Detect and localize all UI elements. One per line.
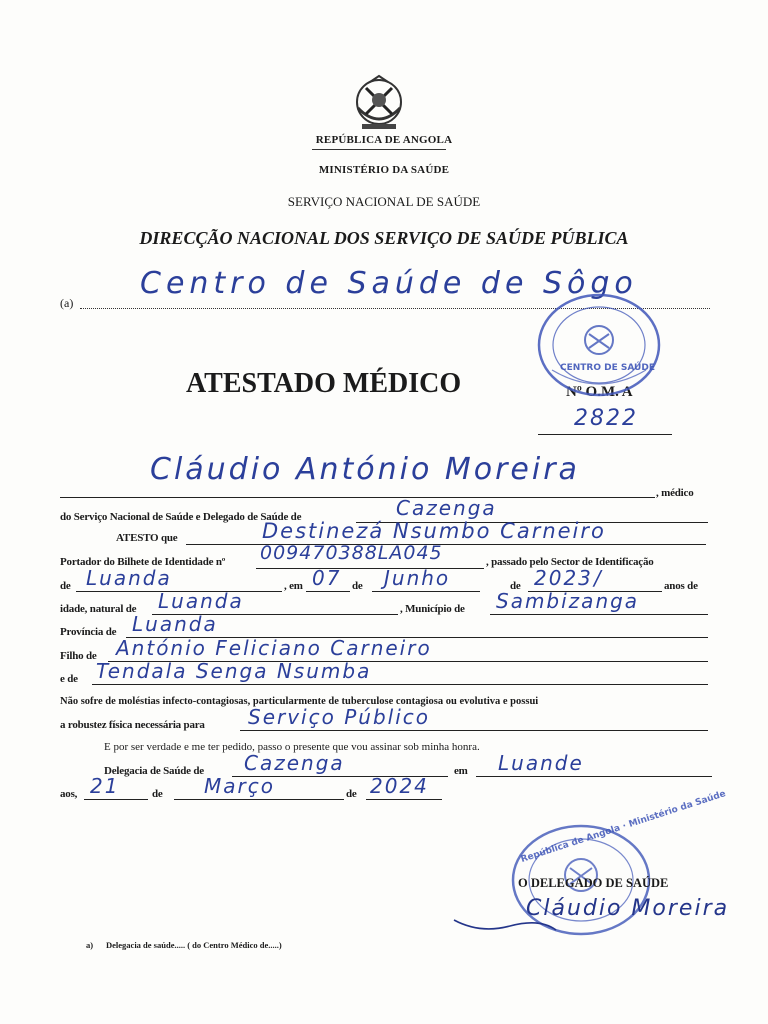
aos-label: aos, xyxy=(60,788,78,800)
de-label: de xyxy=(60,580,71,592)
delegacia-name: Cazenga xyxy=(244,751,345,775)
idade-label: idade, natural de xyxy=(60,603,137,615)
health-statement: Não sofre de moléstias infecto-contagiosas, particularmente de tuberculose contagiosa ou evolutiva e possui xyxy=(60,696,539,707)
provincia-label: Província de xyxy=(60,626,117,638)
age-separator: / xyxy=(594,566,603,590)
place-name: Luande xyxy=(498,751,584,775)
anos-label: anos de xyxy=(664,580,698,592)
purpose: Serviço Público xyxy=(248,705,430,729)
official-stamp-icon xyxy=(534,290,664,400)
em2-label: em xyxy=(454,765,468,777)
stamp-ring-text: República de Angola · Ministério da Saúde xyxy=(519,789,728,865)
ede-label: e de xyxy=(60,673,78,685)
month-line xyxy=(174,799,344,800)
patient-name: Destinezá Nsumbo Carneiro xyxy=(262,519,606,543)
provincia: Luanda xyxy=(132,612,218,636)
certificate-title: ATESTADO MÉDICO xyxy=(186,368,462,399)
mother-name: Tendala Senga Nsumba xyxy=(96,659,372,683)
issued-year: 2023 xyxy=(534,566,593,590)
de-label-5: de xyxy=(346,788,357,800)
de-label-3: de xyxy=(510,580,521,592)
delegacia-label: Delegacia de Saúde de xyxy=(104,765,204,777)
year-value: 2024 xyxy=(370,774,429,798)
footnote-text: Delegacia de saúde..... ( do Centro Médico de.....) xyxy=(106,940,282,950)
place-line xyxy=(476,776,712,777)
municipio: Sambizanga xyxy=(496,589,640,613)
atesto-label: ATESTO que xyxy=(116,532,178,544)
issued-day-line xyxy=(306,591,350,592)
footnote-marker: a) xyxy=(86,940,94,950)
natural-of: Luanda xyxy=(158,589,244,613)
center-name: Centro de Saúde de Sôgo xyxy=(140,266,638,301)
medico-label: , médico xyxy=(656,487,694,499)
bi-number: 009470388LA045 xyxy=(260,542,443,564)
purpose-line xyxy=(240,730,708,731)
stamp-center-text: CENTRO DE SAÚDE xyxy=(560,363,655,373)
oma-label: Nº O.M. A xyxy=(566,384,633,400)
ministry-heading: MINISTÉRIO DA SAÚDE xyxy=(318,164,450,176)
doctor-name: Cláudio António Moreira xyxy=(150,452,580,487)
issued-month-line xyxy=(372,591,480,592)
delegate-signature: Cláudio Moreira xyxy=(526,896,730,921)
delegate-of: Cazenga xyxy=(396,496,497,520)
day-value: 21 xyxy=(90,774,120,798)
center-prefix: (a) xyxy=(60,296,74,310)
bi-label: Portador do Bilhete de Identidade nº xyxy=(60,556,226,568)
issued-month: Junho xyxy=(384,566,451,590)
oma-number: 2822 xyxy=(574,406,638,431)
municipio-label: , Município de xyxy=(400,603,465,615)
issued-place: Luanda xyxy=(86,566,172,590)
day-line xyxy=(84,799,148,800)
father-name: António Feliciano Carneiro xyxy=(116,636,432,660)
filho-label: Filho de xyxy=(60,650,97,662)
robustez-label: a robustez física necessária para xyxy=(60,719,205,731)
de-label-2: de xyxy=(352,580,363,592)
oma-line xyxy=(538,434,672,435)
republic-heading: REPÚBLICA DE ANGOLA xyxy=(315,134,453,146)
signature-flourish-icon xyxy=(450,900,560,940)
de-label-4: de xyxy=(152,788,163,800)
mother-line xyxy=(92,684,708,685)
issued-day: 07 xyxy=(312,566,342,590)
angola-emblem-icon xyxy=(348,74,410,134)
issued-label: , passado pelo Sector de Identificação xyxy=(486,556,654,568)
honor-statement: E por ser verdade e me ter pedido, passo o presente que vou assinar sob minha honra. xyxy=(104,741,480,753)
doctor-name-line xyxy=(60,497,655,498)
year-line xyxy=(366,799,442,800)
month-value: Março xyxy=(204,774,275,798)
service-delegate-label: do Serviço Nacional de Saúde e Delegado de Saúde de xyxy=(60,511,302,523)
header-divider xyxy=(312,149,446,150)
service-heading: SERVIÇO NACIONAL DE SAÚDE xyxy=(287,194,481,209)
delegate-title: O DELEGADO DE SAÚDE xyxy=(518,876,669,890)
direction-heading: DIRECÇÃO NACIONAL DOS SERVIÇO DE SAÚDE PÚBLICA xyxy=(139,228,629,248)
municipio-line xyxy=(490,614,708,615)
em-label: , em xyxy=(284,580,303,592)
